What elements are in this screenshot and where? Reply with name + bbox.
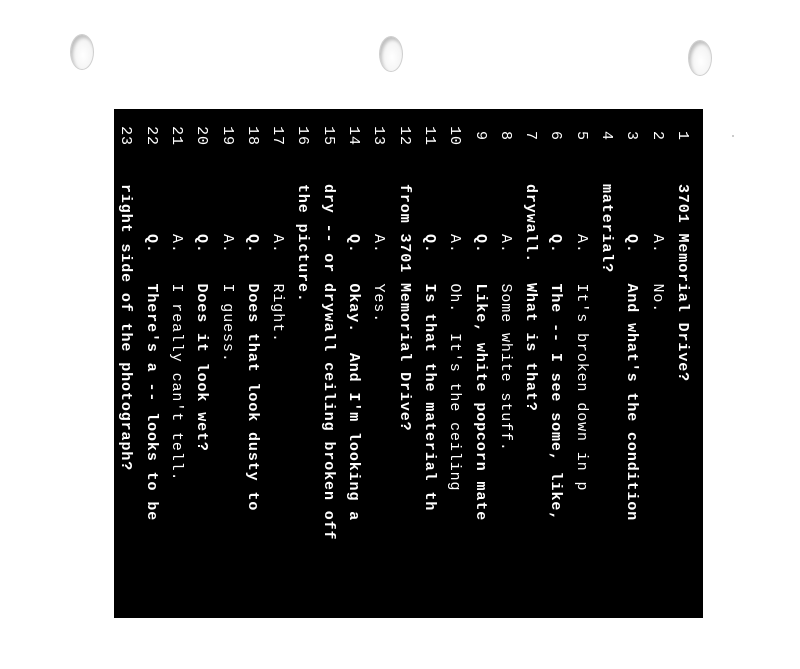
transcript-line	[189, 109, 214, 669]
line-text: drywall. What is that?	[522, 184, 540, 412]
transcript-line	[670, 109, 695, 669]
line-number: 4	[598, 131, 616, 141]
line-text: A. Yeah.	[92, 234, 110, 334]
line-number: 16	[294, 126, 312, 146]
line-text: right side of the photograph?	[117, 184, 135, 472]
line-number: 19	[218, 126, 236, 146]
transcript-line	[88, 109, 113, 669]
transcript-line	[594, 109, 619, 669]
binder-hole-right	[688, 40, 712, 76]
binder-hole-left	[70, 34, 94, 70]
transcript-line	[644, 109, 669, 669]
transcript-line	[493, 109, 518, 669]
transcript-line	[569, 109, 594, 669]
line-text: Q. The -- I see some, like,	[547, 234, 565, 522]
line-text: Q. Does that look dusty to	[243, 234, 261, 512]
transcript-line	[214, 109, 239, 669]
line-number: 8	[496, 131, 514, 141]
transcript-line	[543, 109, 568, 669]
line-text: 3701 Memorial Drive?	[674, 184, 691, 383]
line-text: A. I guess.	[218, 234, 236, 363]
line-number: 24	[92, 126, 110, 146]
transcript-line	[391, 109, 416, 669]
line-text: Q. And what's the condition	[623, 234, 641, 522]
line-number: 14	[345, 126, 363, 146]
line-number: 17	[269, 126, 287, 146]
line-number: 22	[142, 126, 160, 146]
transcript-line	[164, 109, 189, 669]
line-number: 2	[648, 131, 666, 141]
line-number: 15	[319, 126, 337, 146]
line-number: 9	[471, 131, 489, 141]
transcript-text-block	[92, 109, 703, 618]
line-text: A. Yes.	[370, 234, 388, 324]
transcript-line	[417, 109, 442, 669]
line-text: the picture.	[294, 184, 312, 303]
transcript-line	[366, 109, 391, 669]
line-text: A. No.	[648, 234, 666, 314]
line-number: 21	[168, 126, 185, 146]
line-text: Q. Is that the material th	[421, 234, 438, 512]
line-text: A. I really can't tell.	[168, 234, 185, 482]
transcript-line	[113, 109, 138, 669]
line-number: 12	[395, 126, 413, 146]
line-text: A. Right.	[269, 234, 287, 343]
transcript-line	[518, 109, 543, 669]
line-number: 20	[193, 126, 211, 146]
transcript-line	[316, 109, 341, 669]
line-number: 18	[243, 126, 261, 146]
line-text: material?	[598, 184, 616, 274]
line-text: Q. Like, white popcorn mate	[471, 234, 489, 522]
line-text: Q. There's a -- looks to be	[142, 234, 160, 522]
paper-speck	[732, 135, 734, 137]
line-number: 1	[674, 131, 691, 141]
transcript-line	[619, 109, 644, 669]
transcript-line	[138, 109, 163, 669]
line-text: dry -- or drywall ceiling broken off	[319, 184, 337, 541]
line-number: 3	[623, 131, 641, 141]
transcript-line	[290, 109, 315, 669]
line-number: 13	[370, 126, 388, 146]
line-number: 10	[446, 126, 464, 146]
line-number: 23	[117, 126, 135, 146]
transcript-line	[467, 109, 492, 669]
line-number: 6	[547, 131, 565, 141]
line-number: 5	[572, 131, 590, 141]
transcript-line	[265, 109, 290, 669]
transcript-line	[442, 109, 467, 669]
binder-hole-center	[379, 36, 403, 72]
line-number: 11	[421, 126, 438, 146]
line-text: Q. Okay. And I'm looking a	[345, 234, 363, 522]
line-text: A. Some white stuff.	[496, 234, 514, 452]
transcript-line	[240, 109, 265, 669]
line-text: A. It's broken down in p	[572, 234, 590, 492]
line-text: Q. Does it look wet?	[193, 234, 211, 452]
line-text: from 3701 Memorial Drive?	[395, 184, 413, 432]
transcript-line	[341, 109, 366, 669]
line-text: A. Oh. It's the ceiling	[446, 234, 464, 492]
transcript-page	[92, 109, 703, 618]
line-number: 7	[522, 131, 540, 141]
